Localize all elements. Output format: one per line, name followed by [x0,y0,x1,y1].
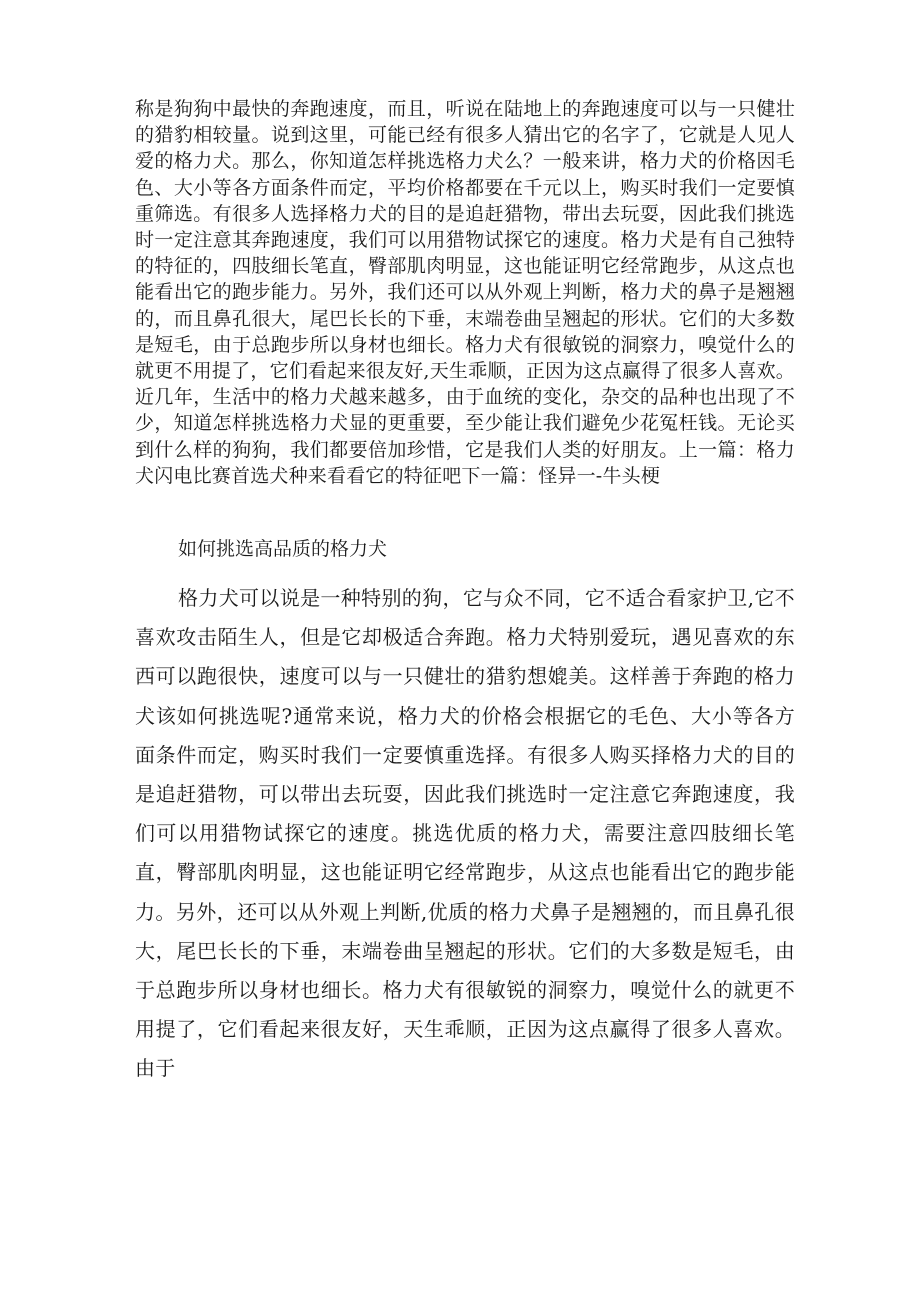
body-paragraph-main: 格力犬可以说是一种特别的狗，它与众不同，它不适合看家护卫,它不喜欢攻击陌生人，但是它却极适合奔跑。格力犬特别爱玩，遇见喜欢的东西可以跑很快，速度可以与一只健壮的猎豹想媲美。这样善于奔跑的格力犬该如何挑选呢?通常来说，格力犬的价格会根据它的毛色、大小等各方面条件而定，购买时我们一定要慎重选择。有很多人购买择格力犬的目的是追赶猎物，可以带出去玩耍，因此我们挑选时一定注意它奔跑速度，我们可以用猎物试探它的速度。挑选优质的格力犬，需要注意四肢细长笔直，臀部肌肉明显，这也能证明它经常跑步，从这点也能看出它的跑步能力。另外，还可以从外观上判断,优质的格力犬鼻子是翘翘的，而且鼻孔很大，尾巴长长的下垂，末端卷曲呈翘起的形状。它们的大多数是短毛，由于总跑步所以身材也细长。格力犬有很敏锐的洞察力，嗅觉什么的就更不用提了，它们看起来很友好，天生乖顺，正因为这点赢得了很多人喜欢。由于 [135,586,795,1081]
section-heading: 如何挑选高品质的格力犬 [178,538,388,560]
body-paragraph-intro: 称是狗狗中最快的奔跑速度，而且，听说在陆地上的奔跑速度可以与一只健壮的猎豹相较量。说到这里，可能已经有很多人猜出它的名字了，它就是人见人爱的格力犬。那么，你知道怎样挑选格力犬么？一般来讲，格力犬的价格因毛色、大小等各方面条件而定，平均价格都要在千元以上，购买时我们一定要慎重筛选。有很多人选择格力犬的目的是追赶猎物，带出去玩耍，因此我们挑选时一定注意其奔跑速度，我们可以用猎物试探它的速度。格力犬是有自己独特的特征的，四肢细长笔直，臀部肌肉明显，这也能证明它经常跑步，从这点也能看出它的跑步能力。另外，我们还可以从外观上判断，格力犬的鼻子是翘翘的，而且鼻孔很大，尾巴长长的下垂，末端卷曲呈翘起的形状。它们的大多数是短毛，由于总跑步所以身材也细长。格力犬有很敏锐的洞察力，嗅觉什么的就更不用提了，它们看起来很友好,天生乖顺，正因为这点赢得了很多人喜欢。近几年，生活中的格力犬越来越多，由于血统的变化，杂交的品种也出现了不少，知道怎样挑选格力犬显的更重要，至少能让我们避免少花冤枉钱。无论买到什么样的狗狗，我们都要倍加珍惜，它是我们人类的好朋友。上一篇：格力犬闪电比赛首选犬种来看看它的特征吧下一篇：怪异一-牛头梗 [135,98,795,487]
